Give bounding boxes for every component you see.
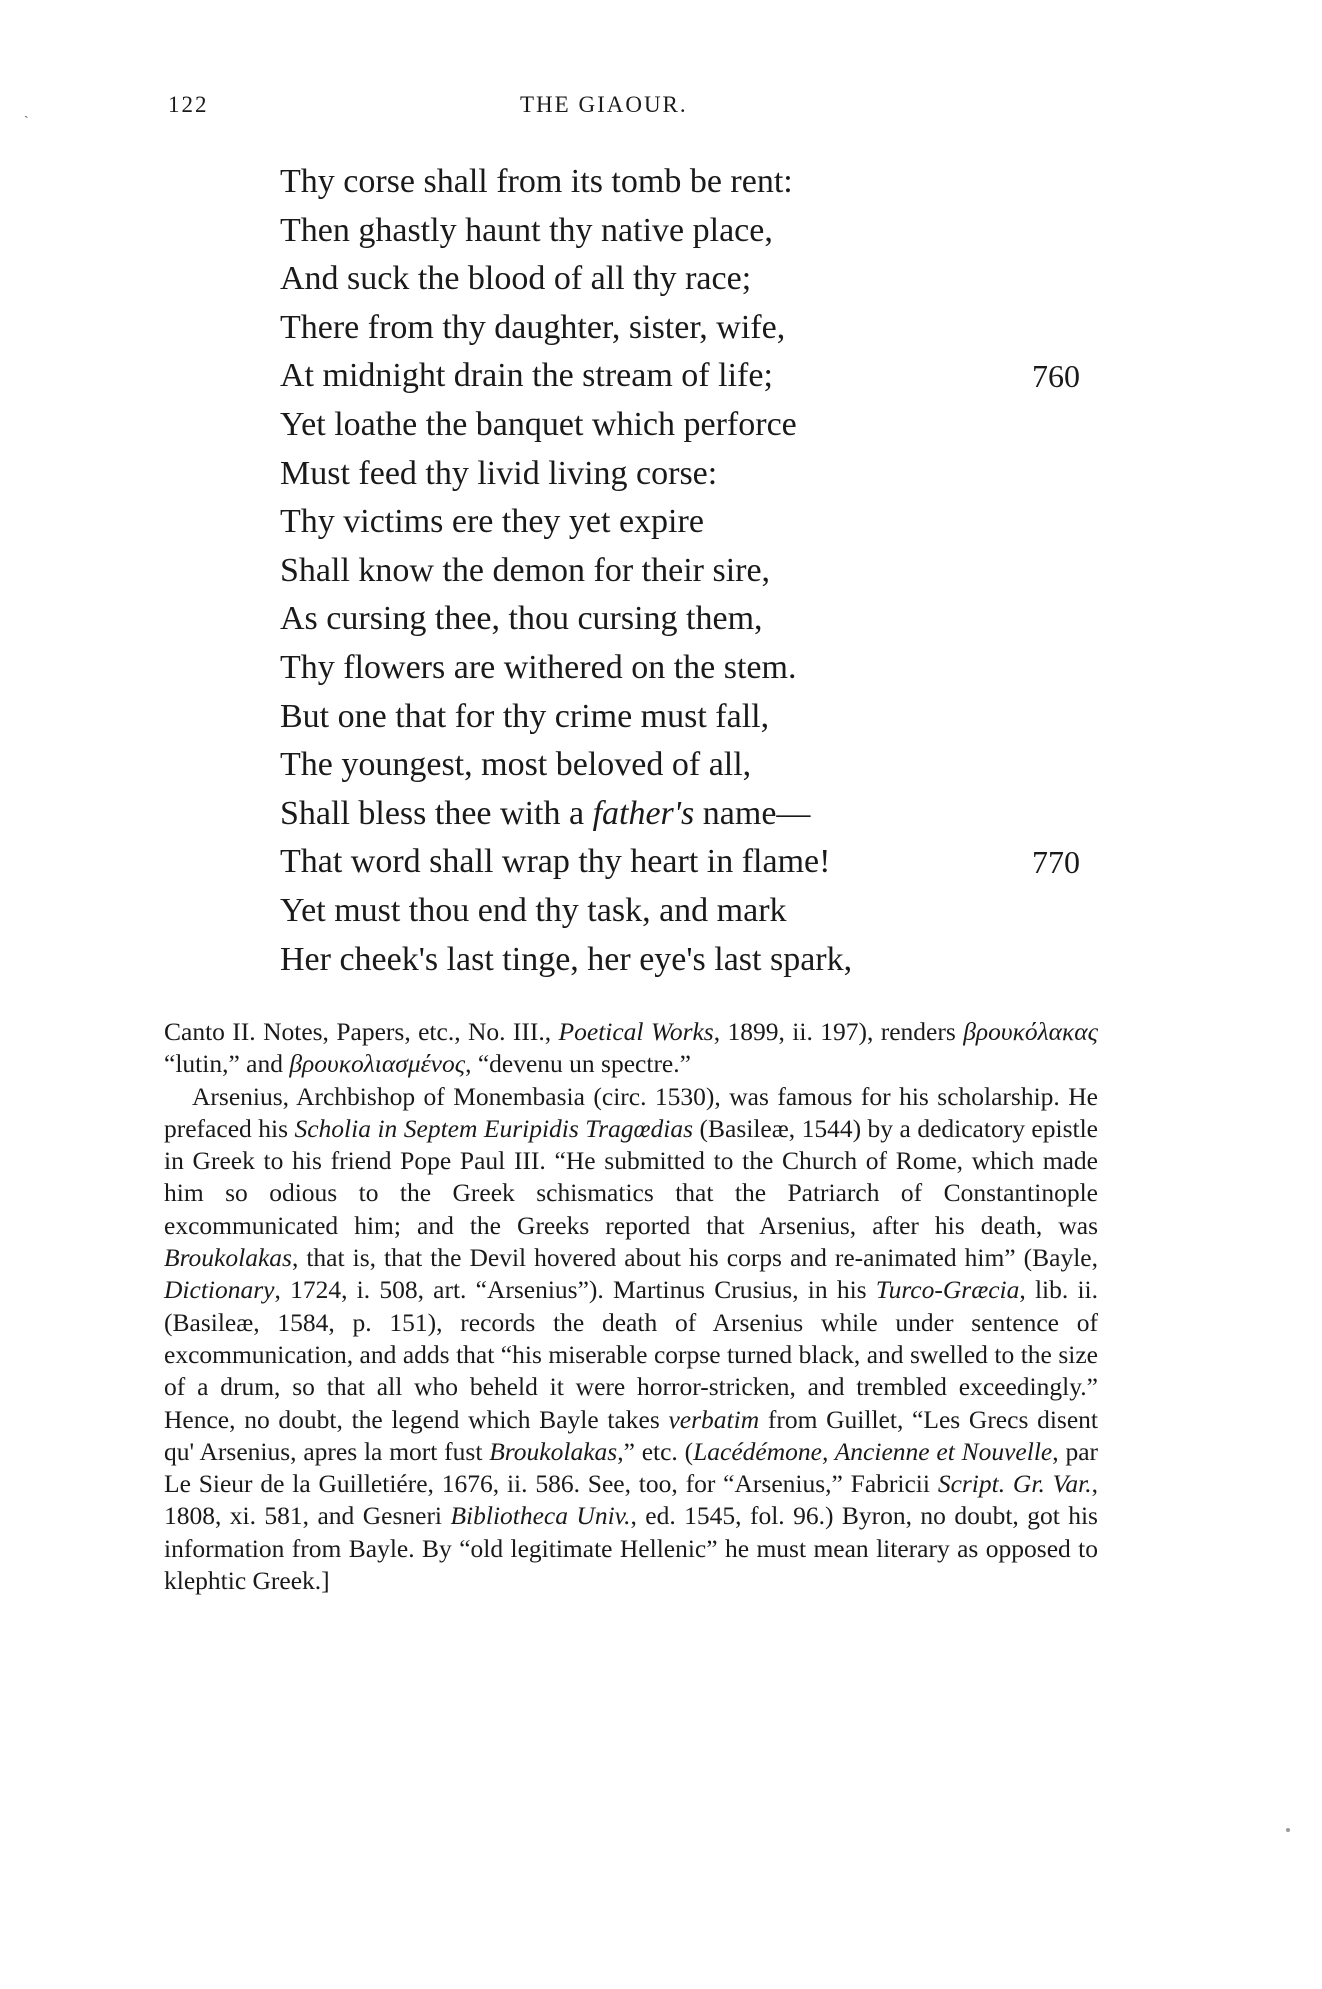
verse-line [280,401,1140,450]
note-italic: Dictionary [164,1275,275,1305]
verse-text: Thy flowers are withered on the stem. [280,648,797,686]
verse-text: Then ghastly haunt thy native place, [280,211,773,249]
note-paragraph-2 [164,1081,1098,1598]
verse-text: Shall know the demon for their sire, [280,551,771,589]
note-italic: Script. Gr. Var. [937,1469,1092,1499]
note-text: , “devenu un spectre.” [465,1049,691,1079]
footnotes [164,1016,1098,1597]
note-italic: Poetical Works [558,1017,714,1046]
verse-line [280,644,1140,693]
verse-text: Shall bless thee with a [280,794,593,832]
note-italic: Lacédémone, Ancienne et Nouvelle [693,1436,1053,1466]
page-speck [1286,1828,1290,1832]
verse-text: As cursing thee, thou cursing them, [280,600,763,638]
verse-line [280,498,1140,547]
verse-line [280,158,1140,207]
verse-text: Her cheek's last tinge, her eye's last spark, [280,940,853,978]
verse-line [280,741,1140,790]
note-text: from Guillet, “Les Grecs disent qu' Arsenius, apres la mort fust [164,1404,1098,1466]
margin-mark: ˏ [24,104,29,119]
line-number: 760 [1032,358,1080,395]
note-greek: βρουκόλακας [963,1017,1098,1046]
running-title: THE GIAOUR. [520,92,688,117]
note-italic: Scholia in Septem Euripidis Tragœdias [294,1113,694,1143]
note-text: Canto II. Notes, Papers, etc., No. III., [164,1017,559,1046]
note-text: ,” etc. ( [617,1436,694,1466]
verse-text: At midnight drain the stream of life; [280,357,773,395]
verse-text: There from thy daughter, sister, wife, [280,308,786,346]
verse-line [280,887,1140,936]
note-text: Arsenius, Archbishop of Monembasia (circ. 1530), was famous for his scholarship. He prefaced his [164,1081,1098,1143]
verse-text: But one that for thy crime must fall, [280,697,770,735]
verse-line [280,450,1140,499]
note-italic: Broukolakas [164,1243,292,1273]
verse-line [280,352,1140,401]
note-italic: Bibliotheca Univ. [450,1501,631,1531]
verse-line [280,547,1140,596]
note-paragraph-1 [164,1016,1098,1081]
verse-text: name— [694,794,811,832]
verse-text: And suck the blood of all thy race; [280,260,752,298]
verse-line [280,595,1140,644]
verse-line [280,207,1140,256]
note-text: , 1808, xi. 581, and Gesneri [164,1469,1098,1531]
verse-line [280,304,1140,353]
note-text: (Basileæ, 1544) by a dedicatory epistle in Greek to his friend Pope Paul III. “He submitted to the Church of Rome, which made him so odious to the Greek schismatics that the Patriarch of Constantinople excommunicated him; and the Greeks reported that Arsenius, after his death, was [164,1113,1099,1240]
note-text: , ed. 1545, fol. 96.) Byron, no doubt, got his information from Bayle. By “old legitimate Hellenic” he must mean literary as opposed to klephtic Greek.] [164,1501,1098,1596]
note-italic: Turco-Græcia [875,1275,1020,1305]
page-header [0,92,1322,132]
verse-text: Thy corse shall from its tomb be rent: [280,163,793,200]
verse-line [280,936,1140,985]
verse-italic: father's [592,794,695,832]
verse-text: Yet loathe the banquet which perforce [280,405,797,443]
note-italic: verbatim [668,1404,760,1434]
line-number: 770 [1032,844,1080,881]
verse-text: Thy victims ere they yet expire [280,503,704,541]
note-text: , 1724, i. 508, art. “Arsenius”). Martinus Crusius, in his [274,1275,876,1305]
verse-line [280,838,1140,887]
note-italic: Broukolakas [489,1436,618,1466]
page-number: 122 [168,92,209,117]
note-text: , lib. ii. (Basileæ, 1584, p. 151), records the death of Arsenius while under sentence of excommunication, and adds that “his miserable corpse turned black, and swelled to the size of a drum, so that all who beheld it were horror-stricken, and trembled exceedingly.” Hence, no doubt, the legend which Bayle takes [164,1275,1098,1434]
verse-text: The youngest, most beloved of all, [280,746,752,784]
verse-line [280,693,1140,742]
verse-line [280,790,1140,839]
verse-text: Yet must thou end thy task, and mark [280,891,787,929]
verse-line [280,255,1140,304]
note-text: , par Le Sieur de la Guilletiére, 1676, ii. 586. See, too, for “Arsenius,” Fabricii [164,1436,1099,1499]
note-text: “lutin,” and [164,1049,290,1079]
poem-verses [280,158,1140,984]
verse-text: That word shall wrap thy heart in flame! [280,843,831,881]
note-greek: βρουκολιασμένος [289,1049,466,1079]
verse-text: Must feed thy livid living corse: [280,454,718,492]
note-text: , that is, that the Devil hovered about his corps and re-animated him” (Bayle, [291,1243,1098,1273]
note-text: , 1899, ii. 197), renders [713,1017,964,1046]
